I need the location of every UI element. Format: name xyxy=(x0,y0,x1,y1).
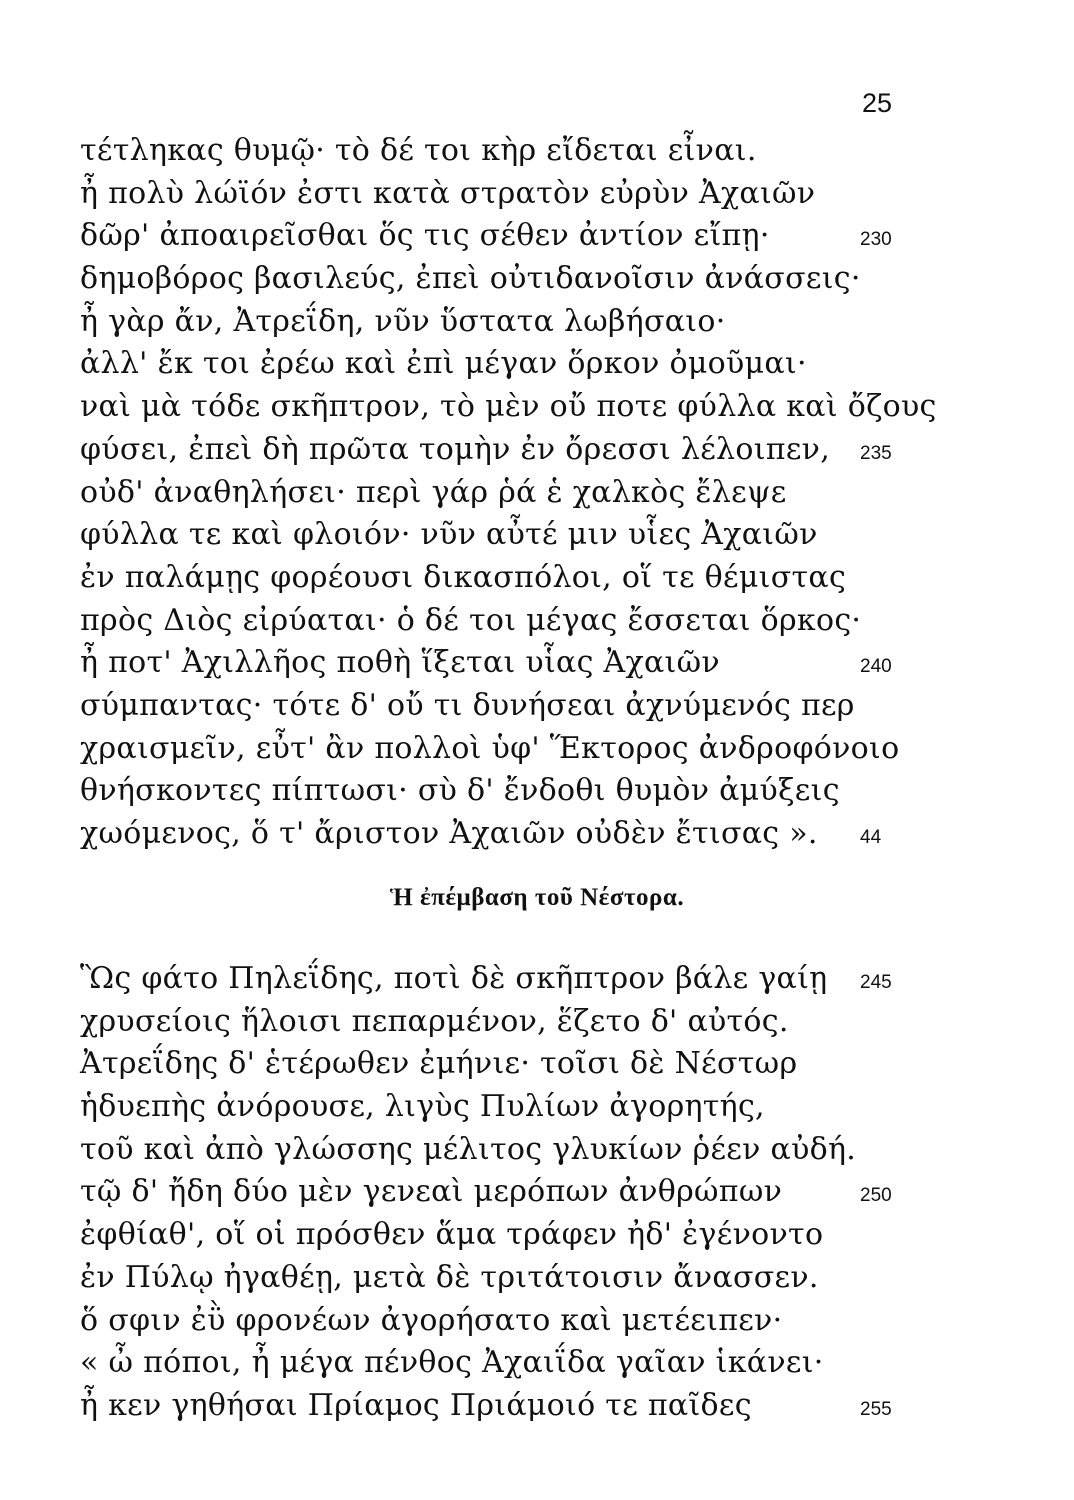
verse-line xyxy=(0,301,1074,344)
line-number: 235 xyxy=(860,442,892,464)
verse-text: ἦ κεν γηθήσαι Πρίαμος Πριάμοιό τε παῖδες xyxy=(80,1387,752,1423)
verse-text: δῶρ' ἀποαιρεῖσθαι ὅς τις σέθεν ἀντίον εἴπῃ· xyxy=(80,218,770,254)
line-number: 240 xyxy=(860,656,892,678)
verse-block-2 xyxy=(0,958,1074,1428)
verse-line xyxy=(0,258,1074,301)
verse-text: ναὶ μὰ τόδε σκῆπτρον, τὸ μὲν οὔ ποτε φύλλα καὶ ὄζους xyxy=(80,389,937,425)
verse-text: χραισμεῖν, εὖτ' ἂν πολλοὶ ὑφ' Ἕκτορος ἀνδροφόνοιο xyxy=(80,730,900,766)
verse-line xyxy=(0,1001,1074,1044)
line-number: 255 xyxy=(860,1398,892,1420)
verse-text: δημοβόρος βασιλεύς, ἐπεὶ οὐτιδανοῖσιν ἀνάσσεις· xyxy=(80,261,861,297)
verse-text: ἐν Πύλῳ ἠγαθέῃ, μετὰ δὲ τριτάτοισιν ἄνασσεν. xyxy=(80,1259,819,1295)
verse-text: Ἀτρεΐδης δ' ἑτέρωθεν ἐμήνιε· τοῖσι δὲ Νέστωρ xyxy=(80,1046,798,1082)
verse-line xyxy=(0,1043,1074,1086)
verse-line xyxy=(0,343,1074,386)
verse-line xyxy=(0,130,1074,173)
verse-text: πρὸς Διὸς εἰρύαται· ὁ δέ τοι μέγας ἔσσεται ὅρκος· xyxy=(80,602,862,638)
verse-text: οὐδ' ἀναθηλήσει· περὶ γάρ ῥά ἑ χαλκὸς ἔλεψε xyxy=(80,474,787,510)
verse-line xyxy=(0,215,1074,258)
verse-text: ὅ σφιν ἐῢ φρονέων ἀγορήσατο καὶ μετέειπεν· xyxy=(80,1302,783,1338)
verse-text: ἀλλ' ἔκ τοι ἐρέω καὶ ἐπὶ μέγαν ὅρκον ὀμοῦμαι· xyxy=(80,346,807,382)
verse-text: ἐφθίαθ', οἵ οἱ πρόσθεν ἅμα τράφεν ἠδ' ἐγένοντο xyxy=(80,1217,824,1253)
verse-text: χωόμενος, ὅ τ' ἄριστον Ἀχαιῶν οὐδὲν ἔτισας ». xyxy=(80,816,818,851)
verse-line xyxy=(0,472,1074,515)
verse-line xyxy=(0,1129,1074,1172)
verse-line xyxy=(0,1257,1074,1300)
verse-line xyxy=(0,813,1074,856)
verse-line xyxy=(0,958,1074,1001)
verse-block-1 xyxy=(0,130,1074,856)
verse-text: χρυσείοις ἥλοισι πεπαρμένον, ἕζετο δ' αὐτός. xyxy=(80,1003,789,1039)
section-heading: Ἡ ἐπέμβαση τοῦ Νέστορα. xyxy=(389,884,685,911)
verse-line xyxy=(0,173,1074,216)
page-number: 25 xyxy=(862,88,893,118)
verse-text: τῷ δ' ἤδη δύο μὲν γενεαὶ μερόπων ἀνθρώπων xyxy=(80,1174,783,1210)
verse-text: ἐν παλάμῃς φορέουσι δικασπόλοι, οἵ τε θέμιστας xyxy=(80,559,847,595)
verse-line xyxy=(0,1385,1074,1428)
verse-text: ἦ πολὺ λώϊόν ἐστι κατὰ στρατὸν εὐρὺν Ἀχαιῶν xyxy=(80,175,816,211)
verse-line xyxy=(0,1342,1074,1385)
verse-line xyxy=(0,1214,1074,1257)
verse-line xyxy=(0,429,1074,472)
verse-text: θνήσκοντες πίπτωσι· σὺ δ' ἔνδοθι θυμὸν ἀμύξεις xyxy=(80,773,840,809)
line-number: 230 xyxy=(860,229,892,251)
verse-text: φύλλα τε καὶ φλοιόν· νῦν αὖτέ μιν υἷες Ἀχαιῶν xyxy=(80,517,818,553)
verse-line xyxy=(0,1086,1074,1129)
verse-line xyxy=(0,514,1074,557)
verse-text: φύσει, ἐπεὶ δὴ πρῶτα τομὴν ἐν ὄρεσσι λέλοιπεν, xyxy=(80,431,831,467)
verse-text: σύμπαντας· τότε δ' οὔ τι δυνήσεαι ἀχνύμενός περ xyxy=(80,687,855,723)
verse-text: Ὣς φάτο Πηλεΐδης, ποτὶ δὲ σκῆπτρον βάλε γαίῃ xyxy=(80,961,828,996)
verse-line xyxy=(0,685,1074,728)
verse-line xyxy=(0,728,1074,771)
verse-text: ἦ ποτ' Ἀχιλλῆος ποθὴ ἵξεται υἷας Ἀχαιῶν xyxy=(80,645,720,681)
verse-text: ἦ γὰρ ἄν, Ἀτρεΐδη, νῦν ὕστατα λωβήσαιο· xyxy=(80,303,726,339)
verse-text: τέτληκας θυμῷ· τὸ δέ τοι κὴρ εἴδεται εἶναι. xyxy=(80,133,757,168)
verse-line xyxy=(0,600,1074,643)
verse-line xyxy=(0,386,1074,429)
verse-line xyxy=(0,557,1074,600)
verse-line xyxy=(0,770,1074,813)
verse-line xyxy=(0,1171,1074,1214)
line-number: 44 xyxy=(860,827,882,848)
verse-line xyxy=(0,1300,1074,1343)
line-number: 250 xyxy=(860,1185,892,1207)
line-number: 245 xyxy=(860,972,892,993)
verse-text: « ὦ πόποι, ἦ μέγα πένθος Ἀχαιΐδα γαῖαν ἱκάνει· xyxy=(80,1345,824,1381)
verse-text: ἡδυεπὴς ἀνόρουσε, λιγὺς Πυλίων ἀγορητής, xyxy=(80,1089,765,1125)
verse-line xyxy=(0,642,1074,685)
verse-text: τοῦ καὶ ἀπὸ γλώσσης μέλιτος γλυκίων ῥέεν αὐδή. xyxy=(80,1131,857,1167)
